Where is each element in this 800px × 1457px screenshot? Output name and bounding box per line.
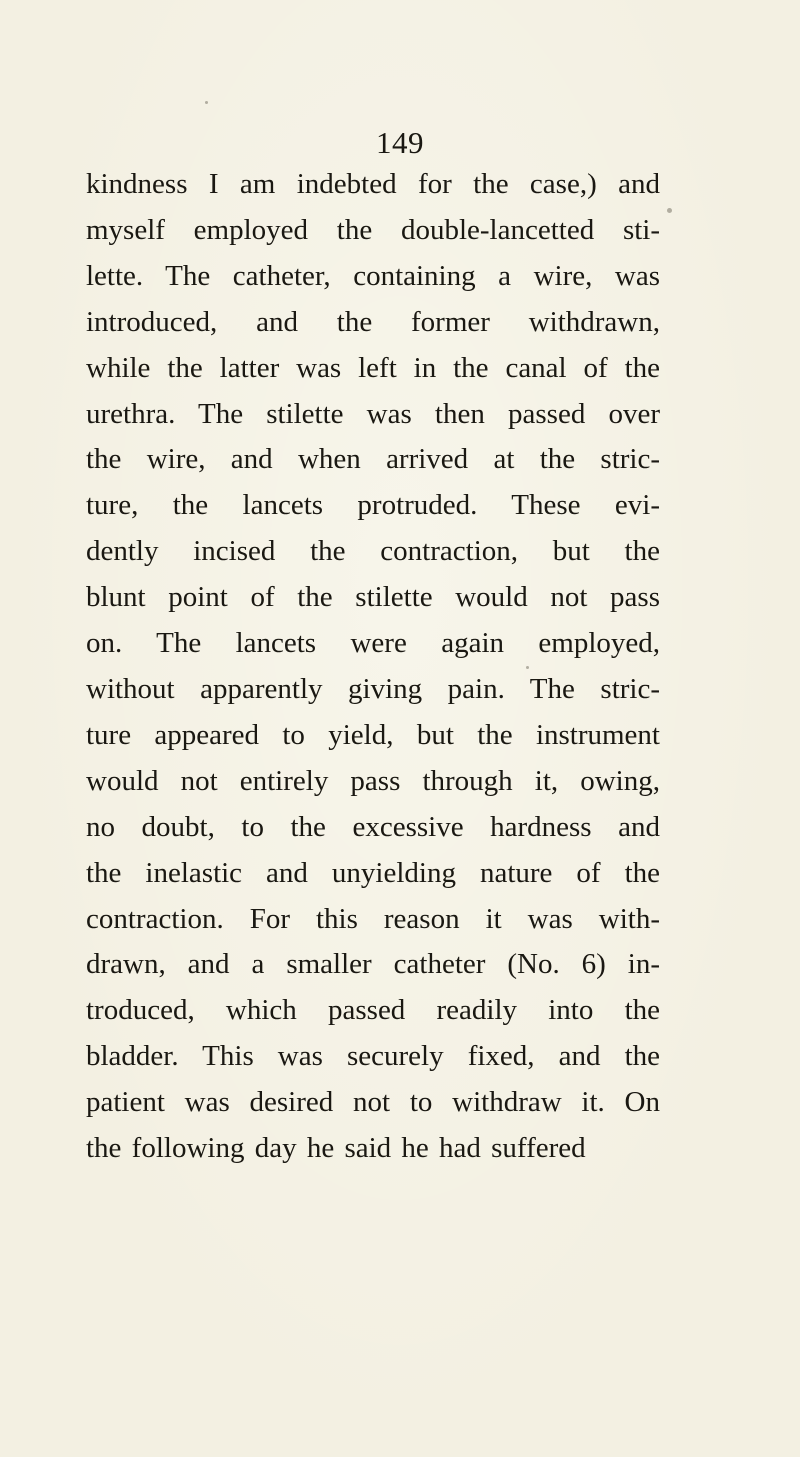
text-line: the inelastic and unyielding nature of the	[86, 856, 660, 889]
text-line: bladder. This was securely fixed, and the	[86, 1040, 660, 1073]
page-number: 149	[376, 125, 424, 160]
text-line: while the latter was left in the canal of the	[86, 351, 660, 384]
text-line: dently incised the contraction, but the	[86, 535, 660, 568]
ink-speck	[526, 666, 529, 669]
text-line: would not entirely pass through it, owing,	[86, 764, 660, 797]
text-line: myself employed the double-lancetted sti-	[86, 213, 660, 246]
text-line: kindness I am indebted for the case,) and	[86, 168, 660, 200]
text-line: blunt point of the stilette would not pass	[86, 581, 660, 614]
text-line: lette. The catheter, containing a wire, was	[86, 259, 660, 292]
text-line: urethra. The stilette was then passed over	[86, 397, 660, 430]
text-line: contraction. For this reason it was with-	[86, 902, 660, 935]
ink-speck	[205, 101, 208, 104]
text-line: drawn, and a smaller catheter (No. 6) in-	[86, 948, 660, 981]
ink-speck	[667, 208, 672, 213]
text-line: troduced, which passed readily into the	[86, 994, 660, 1027]
text-line: ture, the lancets protruded. These evi-	[86, 489, 660, 522]
text-line: the wire, and when arrived at the stric-	[86, 443, 660, 476]
text-line: on. The lancets were again employed,	[86, 627, 660, 660]
text-line: ture appeared to yield, but the instrument	[86, 718, 660, 751]
text-line: without apparently giving pain. The stric-	[86, 672, 660, 705]
body-text	[86, 162, 660, 1172]
text-line: introduced, and the former withdrawn,	[86, 305, 660, 338]
text-line: patient was desired not to withdraw it. On	[86, 1086, 660, 1119]
text-line: no doubt, to the excessive hardness and	[86, 810, 660, 843]
text-line: the following day he said he had suffered	[86, 1132, 586, 1165]
